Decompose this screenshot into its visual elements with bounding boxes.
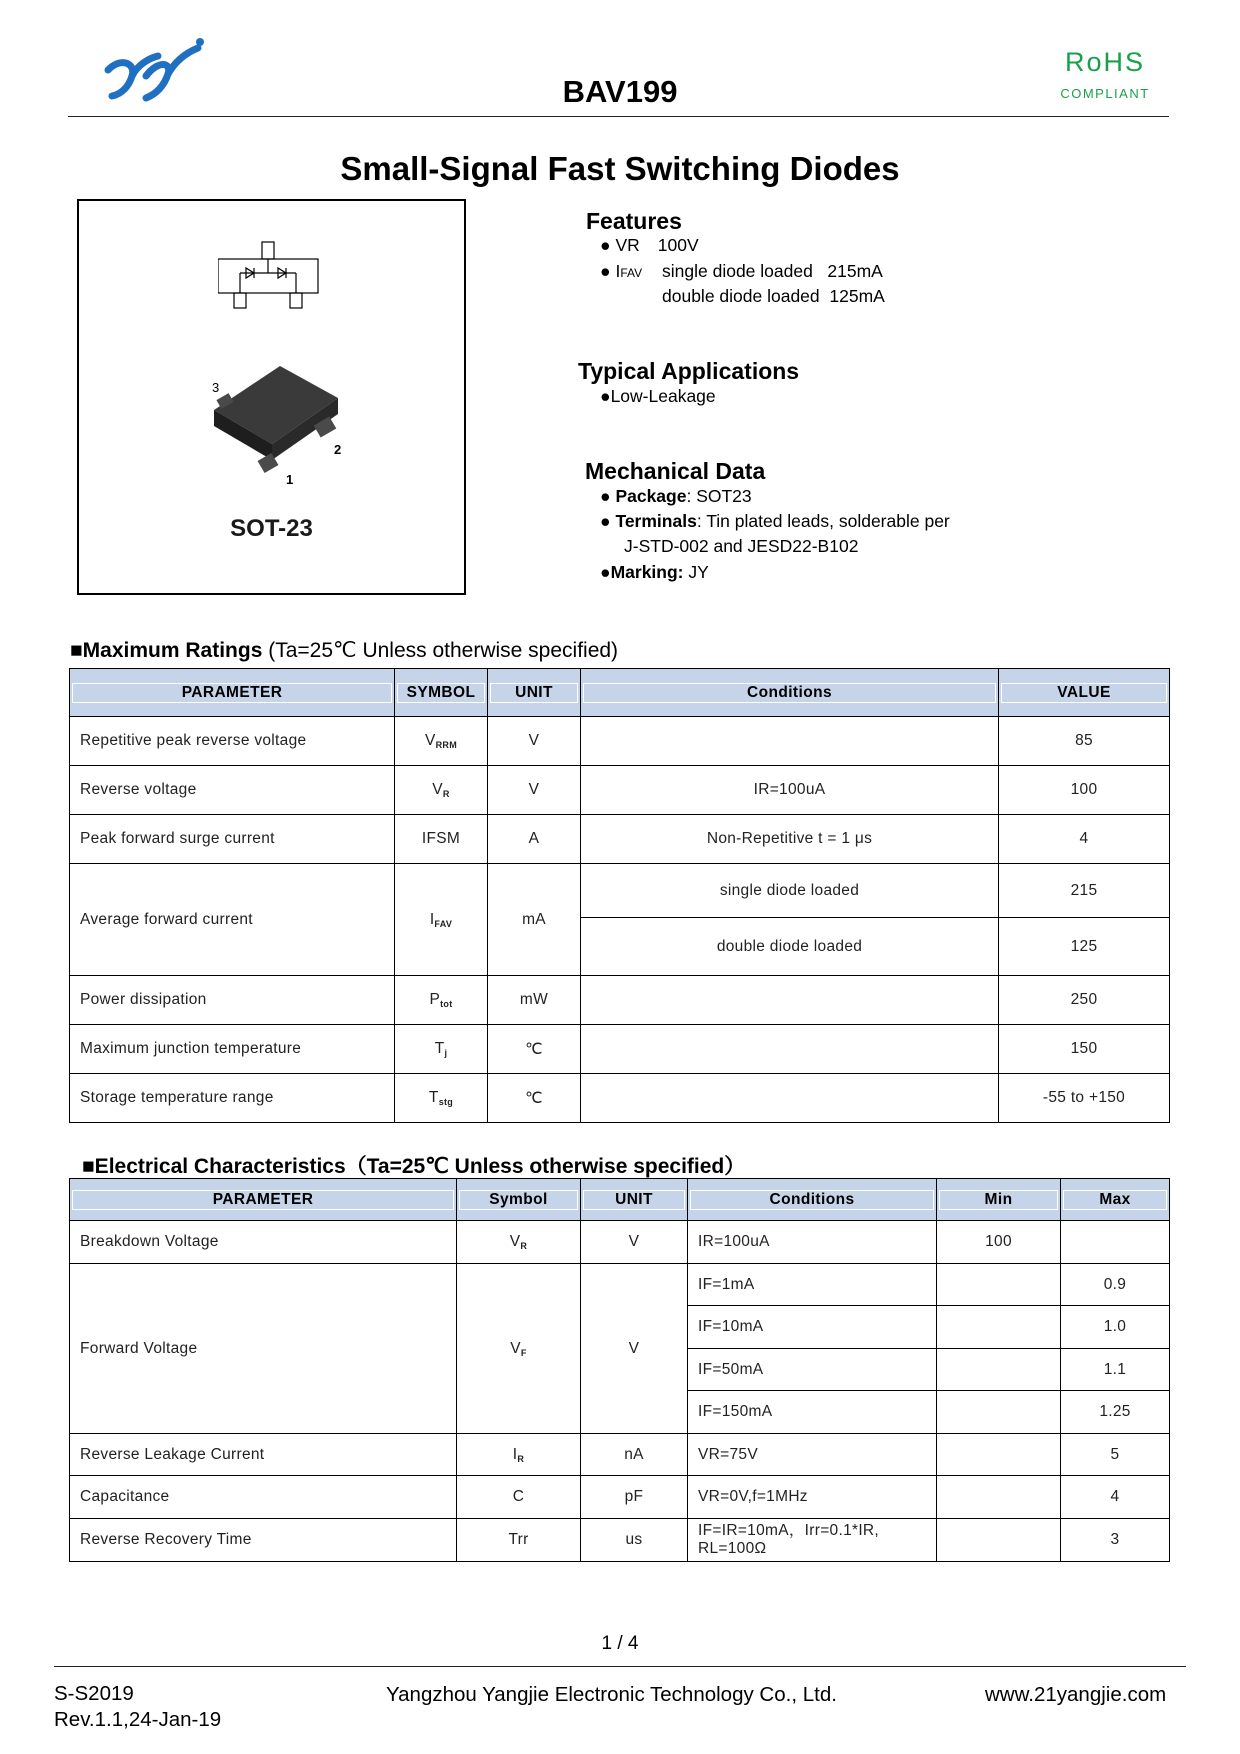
diode-schematic-icon bbox=[218, 239, 322, 324]
marking-key: ●Marking: bbox=[600, 562, 684, 582]
condition-cell bbox=[581, 976, 999, 1025]
terminals-key: Terminals bbox=[615, 511, 697, 531]
sot23-package-image bbox=[200, 360, 360, 505]
doc-id: S-S2019 bbox=[54, 1682, 134, 1705]
symbol-cell: Trr bbox=[457, 1519, 581, 1562]
col-header: UNIT bbox=[488, 669, 581, 717]
condition-cell: IF=IR=10mA，Irr=0.1*IR, RL=100Ω bbox=[688, 1519, 937, 1562]
unit-cell: V bbox=[488, 766, 581, 815]
min-cell bbox=[937, 1349, 1061, 1391]
max-cell: 0.9 bbox=[1061, 1264, 1170, 1306]
param-cell: Storage temperature range bbox=[70, 1074, 395, 1123]
applications-heading: Typical Applications bbox=[578, 358, 800, 384]
col-header: Min bbox=[937, 1179, 1061, 1221]
ifav-label: I bbox=[615, 261, 621, 281]
param-cell: Breakdown Voltage bbox=[70, 1221, 457, 1264]
table-row bbox=[70, 1476, 1170, 1519]
param-cell: Power dissipation bbox=[70, 976, 395, 1025]
condition-cell: single diode loaded bbox=[581, 864, 999, 918]
condition-cell: IF=50mA bbox=[688, 1349, 937, 1391]
symbol-cell: C bbox=[457, 1476, 581, 1519]
feature-ifav: ● IFAV bbox=[600, 261, 643, 281]
value-cell: 85 bbox=[999, 717, 1170, 766]
header-divider bbox=[68, 116, 1169, 117]
table-row bbox=[70, 815, 1170, 864]
table-row bbox=[70, 1221, 1170, 1264]
symbol-cell: $I_R$ bbox=[457, 1434, 581, 1476]
col-header: UNIT bbox=[581, 1179, 688, 1221]
rohs-compliant-text: COMPLIANT bbox=[1060, 86, 1150, 101]
max-ratings-table bbox=[69, 668, 1170, 1123]
value-cell: 150 bbox=[999, 1025, 1170, 1074]
max-ratings-caption bbox=[70, 638, 618, 663]
col-header: SYMBOL bbox=[395, 669, 488, 717]
param-cell: Repetitive peak reverse voltage bbox=[70, 717, 395, 766]
condition-cell bbox=[581, 1074, 999, 1123]
symbol-cell: $P_{tot}$ bbox=[395, 976, 488, 1025]
unit-cell: nA bbox=[581, 1434, 688, 1476]
min-cell bbox=[937, 1264, 1061, 1306]
value-cell: 215 bbox=[999, 864, 1170, 918]
table-row bbox=[70, 766, 1170, 815]
table-row bbox=[70, 976, 1170, 1025]
pin-1-label: 1 bbox=[286, 472, 294, 487]
unit-cell: mA bbox=[488, 864, 581, 976]
rohs-badge bbox=[1050, 47, 1160, 101]
col-header: Symbol bbox=[457, 1179, 581, 1221]
value-cell: 100 bbox=[999, 766, 1170, 815]
unit-cell: pF bbox=[581, 1476, 688, 1519]
min-cell bbox=[937, 1434, 1061, 1476]
condition-cell: Non-Repetitive t = 1 μs bbox=[581, 815, 999, 864]
table-row bbox=[70, 1434, 1170, 1476]
table-header-row bbox=[70, 1179, 1170, 1221]
unit-cell: A bbox=[488, 815, 581, 864]
website: www.21yangjie.com bbox=[985, 1683, 1167, 1706]
application-item: ●Low-Leakage bbox=[600, 386, 716, 406]
col-header: PARAMETER bbox=[70, 1179, 457, 1221]
condition-cell: IR=100uA bbox=[581, 766, 999, 815]
unit-cell: mW bbox=[488, 976, 581, 1025]
electrical-table bbox=[69, 1178, 1170, 1562]
page-number: 1 / 4 bbox=[601, 1633, 639, 1654]
unit-cell: us bbox=[581, 1519, 688, 1562]
unit-cell: V bbox=[581, 1264, 688, 1434]
condition-cell: VR=0V,f=1MHz bbox=[688, 1476, 937, 1519]
min-cell: 100 bbox=[937, 1221, 1061, 1264]
footer-divider bbox=[54, 1666, 1186, 1667]
max-cell: 4 bbox=[1061, 1476, 1170, 1519]
min-cell bbox=[937, 1519, 1061, 1562]
mech-marking bbox=[600, 560, 709, 585]
condition-cell: IR=100uA bbox=[688, 1221, 937, 1264]
max-cell bbox=[1061, 1221, 1170, 1264]
vr-value: 100V bbox=[657, 235, 699, 255]
symbol-cell: $T_{stg}$ bbox=[395, 1074, 488, 1123]
table-row bbox=[70, 1264, 1170, 1306]
condition-cell bbox=[581, 1025, 999, 1074]
condition-cell bbox=[581, 717, 999, 766]
ifav-sub: FAV bbox=[620, 266, 643, 280]
pin-2-label: 2 bbox=[334, 442, 342, 457]
electrical-caption: ■Electrical Characteristics（Ta=25℃ Unless otherwise specified） bbox=[82, 1155, 746, 1178]
table-row bbox=[70, 1519, 1170, 1562]
min-cell bbox=[937, 1476, 1061, 1519]
value-cell: 125 bbox=[999, 918, 1170, 976]
max-cell: 1.25 bbox=[1061, 1391, 1170, 1434]
condition-cell: IF=1mA bbox=[688, 1264, 937, 1306]
col-header: PARAMETER bbox=[70, 669, 395, 717]
symbol-cell: $V_R$ bbox=[457, 1221, 581, 1264]
condition-cell: IF=10mA bbox=[688, 1306, 937, 1349]
value-cell: -55 to +150 bbox=[999, 1074, 1170, 1123]
package-label: SOT-23 bbox=[230, 515, 313, 542]
param-cell: Capacitance bbox=[70, 1476, 457, 1519]
vr-label: VR bbox=[615, 235, 640, 255]
param-cell: Peak forward surge current bbox=[70, 815, 395, 864]
col-header: VALUE bbox=[999, 669, 1170, 717]
symbol-cell: $V_F$ bbox=[457, 1264, 581, 1434]
max-cell: 5 bbox=[1061, 1434, 1170, 1476]
symbol-cell: IFSM bbox=[395, 815, 488, 864]
condition-cell: IF=150mA bbox=[688, 1391, 937, 1434]
col-header: Max bbox=[1061, 1179, 1170, 1221]
unit-cell: V bbox=[581, 1221, 688, 1264]
param-cell: Maximum junction temperature bbox=[70, 1025, 395, 1074]
param-cell: Average forward current bbox=[70, 864, 395, 976]
symbol-cell: $V_R$ bbox=[395, 766, 488, 815]
unit-cell: ℃ bbox=[488, 1025, 581, 1074]
symbol-cell: $T_j$ bbox=[395, 1025, 488, 1074]
document-title: Small-Signal Fast Switching Diodes bbox=[340, 150, 900, 187]
table-row bbox=[70, 864, 1170, 918]
terminals-value: : Tin plated leads, solderable per bbox=[696, 511, 950, 531]
max-ratings-condition: (Ta=25℃ Unless otherwise specified) bbox=[262, 639, 619, 662]
rohs-text: RoHS bbox=[1064, 47, 1146, 77]
company-name: Yangzhou Yangjie Electronic Technology Co., Ltd. bbox=[386, 1683, 837, 1706]
max-cell: 1.1 bbox=[1061, 1349, 1170, 1391]
revision: Rev.1.1,24-Jan-19 bbox=[54, 1708, 222, 1731]
value-cell: 250 bbox=[999, 976, 1170, 1025]
param-cell: Reverse Recovery Time bbox=[70, 1519, 457, 1562]
unit-cell: V bbox=[488, 717, 581, 766]
condition-cell: VR=75V bbox=[688, 1434, 937, 1476]
pin-3-label: 3 bbox=[212, 380, 220, 395]
max-cell: 3 bbox=[1061, 1519, 1170, 1562]
col-header: Conditions bbox=[581, 669, 999, 717]
symbol-cell: $I_{FAV}$ bbox=[395, 864, 488, 976]
table-row bbox=[70, 1074, 1170, 1123]
mechanical-heading: Mechanical Data bbox=[585, 458, 766, 484]
ifav-double: double diode loaded 125mA bbox=[662, 286, 885, 306]
features-heading: Features bbox=[586, 208, 682, 234]
unit-cell: ℃ bbox=[488, 1074, 581, 1123]
param-cell: Reverse voltage bbox=[70, 766, 395, 815]
ifav-single: single diode loaded 215mA bbox=[662, 261, 883, 281]
table-header-row bbox=[70, 669, 1170, 717]
condition-cell: double diode loaded bbox=[581, 918, 999, 976]
param-cell: Reverse Leakage Current bbox=[70, 1434, 457, 1476]
mech-terminals: ● Terminals: Tin plated leads, solderable per bbox=[600, 511, 950, 531]
mech-terminals-line2: J-STD-002 and JESD22-B102 bbox=[624, 536, 859, 556]
max-ratings-title: ■Maximum Ratings bbox=[70, 639, 263, 662]
table-row bbox=[70, 717, 1170, 766]
min-cell bbox=[937, 1391, 1061, 1434]
table-row bbox=[70, 1025, 1170, 1074]
part-number: BAV199 bbox=[562, 74, 678, 109]
symbol-cell: $V_{RRM}$ bbox=[395, 717, 488, 766]
feature-vr: ● VR 100V bbox=[600, 235, 699, 255]
mech-package: ● Package: SOT23 bbox=[600, 486, 752, 506]
min-cell bbox=[937, 1306, 1061, 1349]
package-value: : SOT23 bbox=[686, 486, 752, 506]
marking-value: JY bbox=[683, 562, 709, 582]
max-cell: 1.0 bbox=[1061, 1306, 1170, 1349]
package-key: Package bbox=[615, 486, 687, 506]
param-cell: Forward Voltage bbox=[70, 1264, 457, 1434]
value-cell: 4 bbox=[999, 815, 1170, 864]
col-header: Conditions bbox=[688, 1179, 937, 1221]
